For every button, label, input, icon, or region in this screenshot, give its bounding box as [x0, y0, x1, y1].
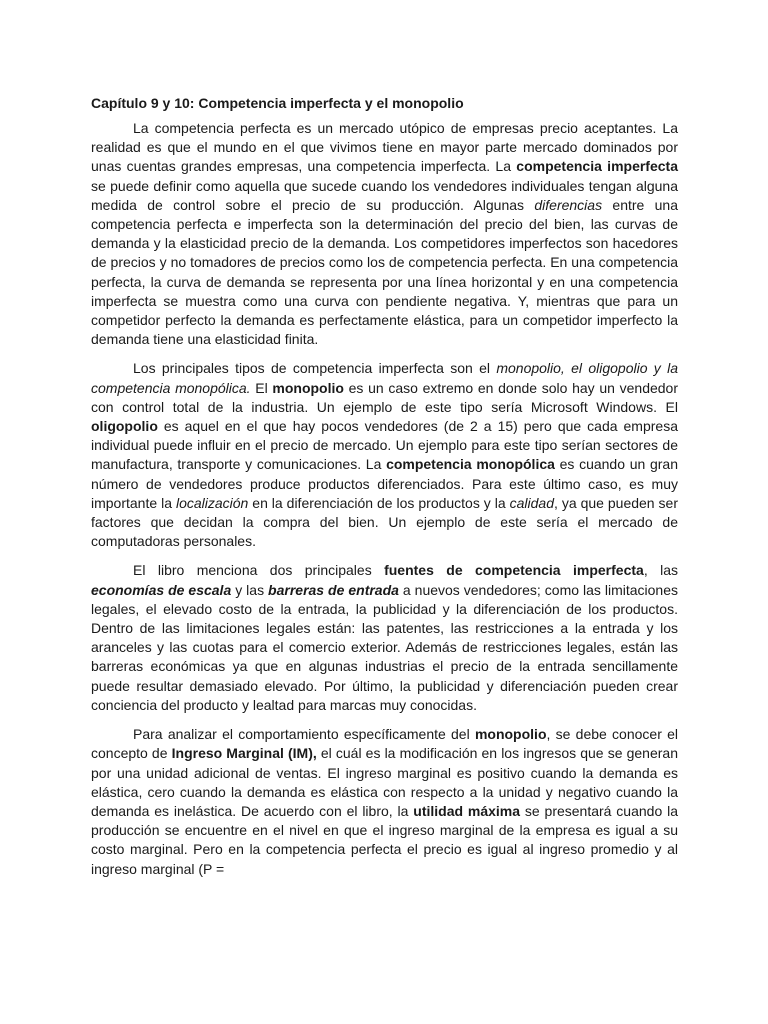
emphasis-text: monopolio — [272, 379, 344, 396]
body-text: La competencia perfecta es un mercado utópico de empresas precio aceptantes. La realidad es que el mundo en el que vivimos tiene en mayor parte mercado dominados por unas cuentas grandes empresas, una competencia imperfecta. La — [91, 120, 678, 175]
body-text: en la diferenciación de los productos y la — [248, 494, 510, 511]
body-text: Para analizar el comportamiento específicamente del — [133, 726, 475, 743]
emphasis-text: diferencias — [534, 196, 603, 213]
paragraph — [91, 561, 678, 715]
body-text: se puede definir como aquella que sucede cuando los vendedores individuales tengan alguna medida de control sobre el precio de su producción. Algunas — [91, 177, 678, 213]
body-text: El — [250, 379, 273, 396]
emphasis-text: fuentes de competencia imperfecta — [384, 562, 644, 579]
body-text: El libro menciona dos principales — [133, 562, 385, 579]
paragraph — [91, 359, 678, 551]
body-text: es un caso extremo en donde solo hay un vendedor con control total de la industria. Un ejemplo de este tipo sería Microsoft Windows. El — [91, 379, 679, 415]
emphasis-text: oligopolio — [91, 418, 158, 435]
emphasis-text: utilidad máxima — [413, 802, 521, 819]
body-text: , se debe conocer el concepto de — [91, 726, 678, 762]
emphasis-text: competencia imperfecta — [516, 158, 678, 175]
emphasis-text: competencia monopólica — [386, 456, 555, 473]
body-text: , las — [643, 562, 678, 579]
body-text: el cuál es la modificación en los ingresos que se generan por una unidad adicional de ventas. El ingreso marginal es positivo cuando la demanda es elástica, cero cuando la demanda es elástica con respecto a la unidad y negativo cuando la demanda es inelástica. De acuerdo con el libro, la — [91, 745, 678, 819]
emphasis-text: monopolio — [474, 726, 547, 743]
emphasis-text: monopolio, el oligopolio y la competencia monopólica. — [91, 360, 679, 396]
body-text: entre una competencia perfecta e imperfecta son la determinación del precio del bien, las curvas de demanda y la elasticidad precio de la demanda. Los competidores imperfectos son hacedores de precios y no tomadores de precios como los de competencia perfecta. En una competencia perfecta, la curva de demanda se representa por una línea horizontal y en una competencia imperfecta se muestra como una curva con pendiente negativa. Y, mientras que para un competidor perfecto la demanda es perfectamente elástica, para un competidor imperfecto la demanda tiene una elasticidad finita. — [91, 196, 678, 348]
body-text: es aquel en el que hay pocos vendedores (de 2 a 15) pero que cada empresa individual puede influir en el precio de mercado. Un ejemplo para este tipo serían sectores de manufactura, transporte y comunicaciones. La — [91, 418, 678, 473]
body-text: es cuando un gran número de vendedores produce productos diferenciados. Para este último caso, es muy importante la — [91, 456, 678, 511]
paragraph — [91, 119, 678, 349]
document-body — [91, 119, 678, 879]
emphasis-text: calidad — [509, 494, 554, 511]
body-text: a nuevos vendedores; como las limitaciones legales, el elevado costo de la entrada, la publicidad y la diferenciación de los productos. Dentro de las limitaciones legales están: las patentes, las restricciones a la entrada y los aranceles y las cuotas para el comercio exterior. Además de restricciones legales, están las barreras económicas ya que en algunas industrias el precio de la entrada sencillamente puede resultar demasiado elevado. Por último, la publicidad y diferenciación pueden crear conciencia del producto y lealtad para marcas muy conocidas. — [91, 581, 678, 713]
paragraph — [91, 725, 678, 879]
body-text: se presentará cuando la producción se encuentre en el nivel en que el ingreso marginal de la empresa es igual a su costo marginal. Pero en la competencia perfecta el precio es igual al ingreso promedio y al ingreso marginal (P = — [91, 802, 678, 877]
body-text: y las — [231, 581, 269, 598]
emphasis-text: economías de escala — [91, 581, 232, 598]
body-text: , ya que pueden ser factores que decidan la compra del bien. Un ejemplo de este sería el mercado de computadoras personales. — [91, 494, 678, 550]
emphasis-text: localización — [175, 494, 249, 511]
document-title: Capítulo 9 y 10: Competencia imperfecta y el monopolio — [91, 95, 464, 111]
emphasis-text: barreras de entrada — [268, 581, 399, 598]
emphasis-text: Ingreso Marginal (IM), — [171, 745, 317, 762]
body-text: Los principales tipos de competencia imperfecta son el — [133, 360, 497, 377]
